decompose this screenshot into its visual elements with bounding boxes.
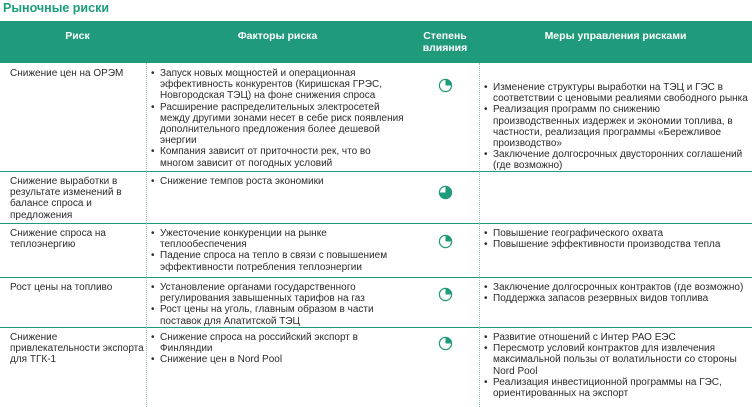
table-row	[0, 327, 752, 407]
table-row	[0, 171, 752, 223]
risk-name: Снижение привлекательности экспорта для ТГК-1	[10, 332, 144, 366]
list-item: • Установление органами государственного регулирования завышенных тарифов на газ	[150, 282, 405, 304]
list-item: • Падение спроса на тепло в связи с повышением эффективности потребления теплоэнергии	[150, 250, 405, 272]
list-item: • Заключение долгосрочных двусторонних соглашений (где возможно)	[483, 149, 748, 171]
header-impact: Степень влияния	[422, 30, 468, 54]
risk-name: Рост цены на топливо	[10, 282, 113, 293]
list-item: • Реализация программ по снижению производственных издержек и экономии топлива, в частности, реализация программы «Бережливое производство»	[483, 104, 748, 149]
impact-gauge-icon	[438, 336, 453, 351]
impact-gauge-icon	[438, 234, 453, 249]
risk-factors	[150, 228, 405, 273]
risk-measures	[483, 282, 748, 304]
table-header	[0, 21, 752, 63]
list-item: • Запуск новых мощностей и операционная эффективность конкурентов (Киришская ГРЭС, Новгородская ТЭЦ) на фоне снижения спроса	[150, 68, 405, 102]
table-row	[0, 277, 752, 327]
list-item: • Заключение долгосрочных контрактов (где возможно)	[483, 282, 748, 293]
table-row	[0, 63, 752, 171]
header-measures: Меры управления рисками	[544, 30, 687, 42]
list-item: • Поддержка запасов резервных видов топлива	[483, 293, 748, 304]
risk-factors	[150, 68, 405, 169]
risk-factors	[150, 176, 405, 187]
risk-name: Снижение цен на ОРЭМ	[10, 68, 124, 79]
list-item: • Ужесточение конкуренции на рынке теплообеспечения	[150, 228, 405, 250]
risk-measures	[483, 332, 748, 399]
impact-gauge-icon	[438, 185, 453, 200]
risk-factors	[150, 332, 405, 366]
impact-gauge-icon	[438, 78, 453, 93]
risk-measures	[483, 82, 748, 172]
list-item: • Реализация инвестиционной программы на ГЭС, ориентированных на экспорт	[483, 377, 748, 399]
list-item: • Снижение спроса на российский экспорт в Финляндии	[150, 332, 405, 354]
risk-factors	[150, 282, 405, 327]
list-item: • Изменение структуры выработки на ТЭЦ и ГЭС в соответствии с ценовыми реалиями свободного рынка	[483, 82, 748, 104]
risk-name: Снижение спроса на теплоэнергию	[10, 228, 106, 251]
list-item: • Компания зависит от приточности рек, что во многом зависит от погодных условий	[150, 146, 405, 168]
header-risk: Риск	[65, 30, 90, 42]
list-item: • Рост цены на уголь, главным образом в части поставок для Апатитской ТЭЦ	[150, 304, 405, 326]
risk-name: Снижение выработки в результате изменений в балансе спроса и предложения	[10, 176, 122, 221]
list-item: • Повышение географического охвата	[483, 228, 748, 239]
impact-gauge-icon	[438, 287, 453, 302]
list-item: • Развитие отношений с Интер РАО ЕЭС	[483, 332, 748, 343]
list-item: • Расширение распределительных электросетей между другими зонами несет в себе риск появления дополнительного предложения более дешевой энергии	[150, 102, 405, 147]
list-item: • Повышение эффективности производства тепла	[483, 239, 748, 250]
list-item: • Снижение цен в Nord Pool	[150, 354, 405, 365]
list-item: • Снижение темпов роста экономики	[150, 176, 405, 187]
list-item: • Пересмотр условий контрактов для извлечения максимальной пользы от волатильности со стороны Nord Pool	[483, 343, 748, 377]
table-row	[0, 223, 752, 277]
page-title: Рыночные риски	[3, 1, 110, 15]
header-factors: Факторы риска	[237, 30, 318, 42]
risk-measures	[483, 228, 748, 250]
